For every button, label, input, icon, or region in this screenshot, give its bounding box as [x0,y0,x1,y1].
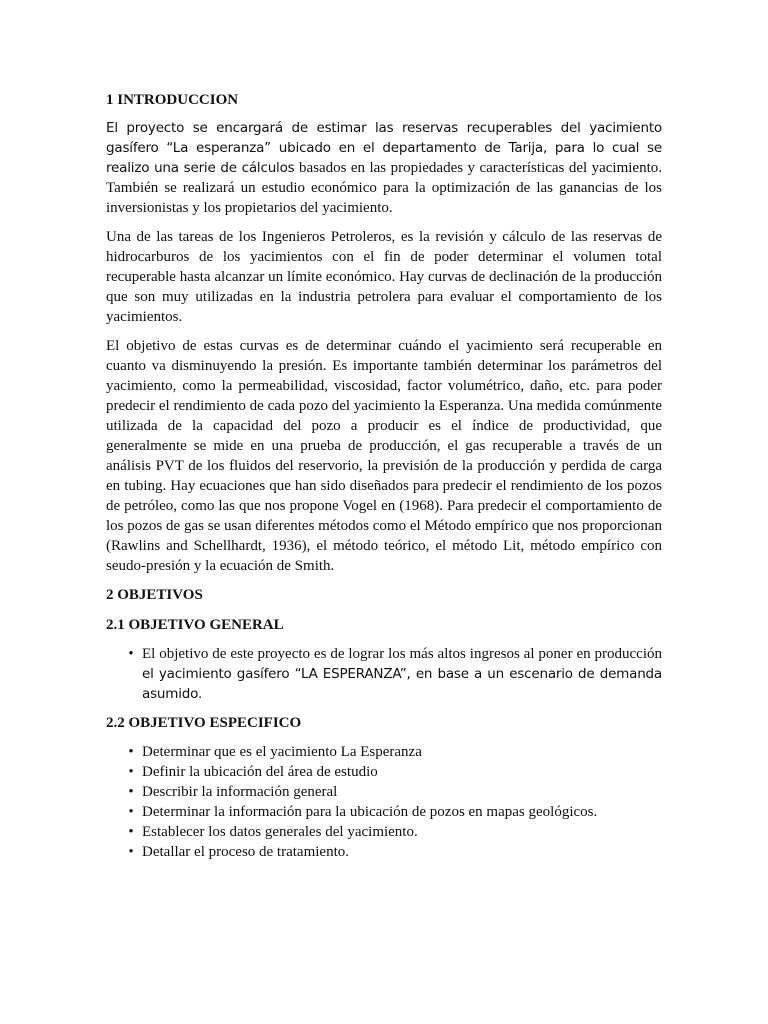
objetivos-heading: 2 OBJETIVOS [106,587,203,603]
list-item-text: Determinar la información para la ubicación de pozos en mapas geológicos. [142,804,598,820]
objetivo-general-heading: 2.1 OBJETIVO GENERAL [106,617,284,633]
intro-paragraph-1-typed-text: El proyecto se encargará de estimar las reservas recuperables del yacimiento gasífero “La esperanza” ubicado en el departamento de Tarija, para lo cual se realizo una serie de cálculos [106,120,662,176]
intro-paragraph-1 [106,118,662,218]
list-item [106,782,662,802]
objetivo-general-list [106,644,662,704]
list-item-text: Establecer los datos generales del yacimiento. [142,824,418,840]
bullet-icon: • [128,646,134,662]
list-item [106,644,662,704]
bullet-icon: • [128,744,134,760]
intro-paragraph-1-text: basados en las propiedades y características del yacimiento. También se realizará un estudio económico para la optimización de las ganancias de los inversionistas y los propietarios del yacimiento. [106,160,662,216]
list-item [106,822,662,842]
list-item [106,742,662,762]
intro-paragraph-3: El objetivo de estas curvas es de determinar cuándo el yacimiento será recuperable en cuanto va disminuyendo la presión. Es importante también determinar los parámetros del yacimiento, como la permeabilidad, viscosidad, factor volumétrico, daño, etc. para poder predecir el rendimiento de cada pozo del yacimiento la Esperanza. Una medida comúnmente utilizada de la capacidad del pozo a producir es el índice de productividad, que generalmente se mide en una prueba de producción, el gas recuperable a través de un análisis PVT de los fluidos del reservorio, la previsión de la producción y perdida de carga en tubing. Hay ecuaciones que han sido diseñados para predecir el rendimiento de los pozos de petróleo, como las que nos propone Vogel en (1968). Para predecir el comportamiento de los pozos de gas se usan diferentes métodos como el Método empírico que nos proporcionan (Rawlins and Schellhardt, 1936), el método teórico, el método Lit, método empírico con seudo-presión y la ecuación de Smith. [106,338,663,574]
list-item-text: El objetivo de este proyecto es de lograr los más altos ingresos al poner en producción [142,646,662,662]
document-page [106,90,662,871]
intro-heading: 1 INTRODUCCION [106,92,239,108]
list-item-text: Definir la ubicación del área de estudio [142,764,378,780]
list-item-text: Determinar que es el yacimiento La Esperanza [142,744,422,760]
bullet-icon: • [128,804,134,820]
list-item-text: Describir la información general [142,784,338,800]
list-item [106,802,662,822]
objetivo-especifico-list [106,742,662,862]
bullet-icon: • [128,784,134,800]
bullet-icon: • [128,824,134,840]
bullet-icon: • [128,844,134,860]
list-item [106,842,662,862]
bullet-icon: • [128,764,134,780]
list-item [106,762,662,782]
intro-paragraph-2: Una de las tareas de los Ingenieros Petroleros, es la revisión y cálculo de las reservas de hidrocarburos de los yacimientos con el fin de poder determinar el volumen total recuperable hasta alcanzar un límite económico. Hay curvas de declinación de la producción que son muy utilizadas en la industria petrolera para evaluar el comportamiento de los yacimientos. [106,229,662,325]
objetivo-especifico-heading: 2.2 OBJETIVO ESPECIFICO [106,715,302,731]
list-item-typed-text: el yacimiento gasífero “LA ESPERANZA”, en base a un escenario de demanda asumido. [142,666,662,702]
list-item-text: Detallar el proceso de tratamiento. [142,844,349,860]
